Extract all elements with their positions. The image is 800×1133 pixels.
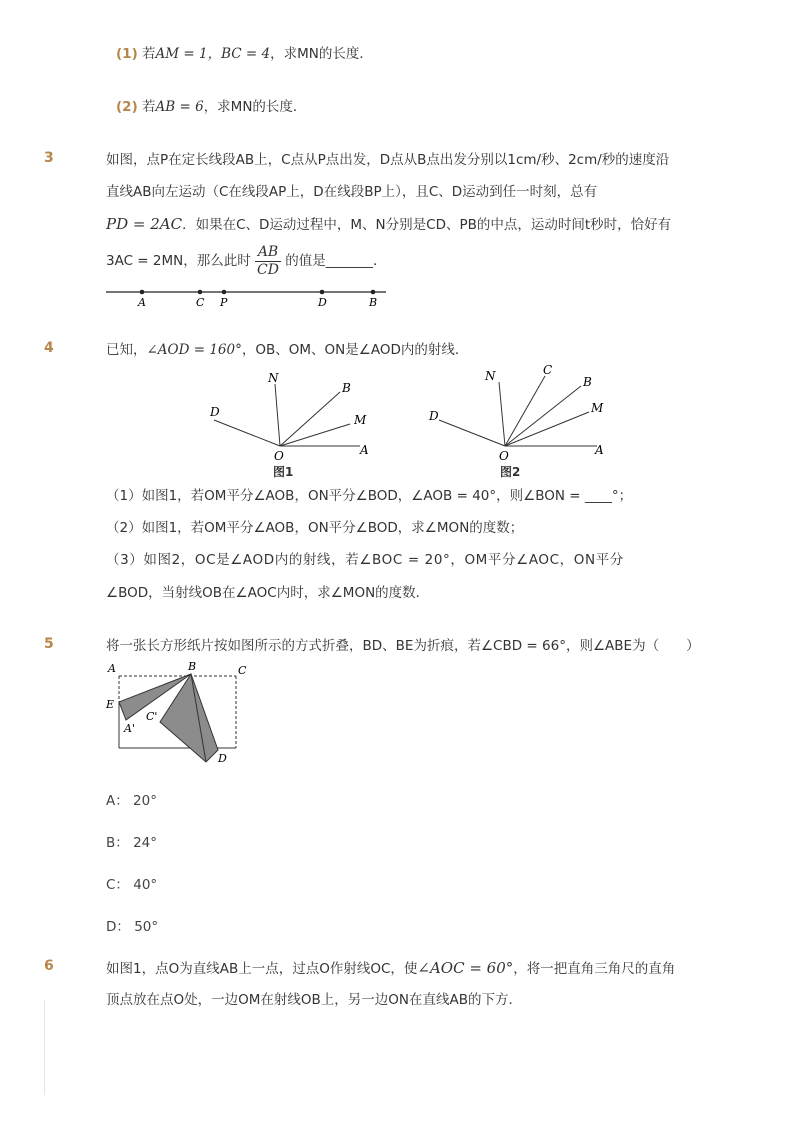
fig1-label-n: N [268,371,279,385]
label-d: D [318,296,327,309]
left-margin-rule [44,1000,45,1095]
option-a-key: A： [106,793,129,809]
point-b [371,290,376,295]
point-c [198,290,203,295]
q4-figure-1 [200,362,390,482]
q4-line1 [106,340,468,360]
q2-part2-tag: (2) [116,99,138,115]
q6-line1-math: ∠AOC = 60° [417,959,514,977]
fold-label-e: E [106,698,115,711]
fig1-label-d: D [210,405,220,419]
question-number-6: 6 [44,958,54,974]
option-b-value: 24° [133,835,157,851]
label-a: A [138,296,146,309]
q2-part1 [116,44,373,64]
q3-line2: 直线AB向左运动（C在线段AP上，D在线段BP上），且C、D运动到任一时刻，总有 [106,184,598,200]
option-a-value: 20° [133,793,157,809]
fold-label-b: B [188,660,197,673]
q4-line1-pre: 已知， [106,342,147,358]
q6-line1-pre: 如图1，点O为直线AB上一点，过点O作射线OC，使 [106,961,418,977]
q2-part1-pre: 若 [142,46,156,62]
fig2-label-b: B [583,375,592,389]
fig1-label-o: O [274,449,284,463]
q4-line1-post: ，OB、OM、ON是∠AOD内的射线． [241,342,469,358]
q2-part2-math: AB = 6 [155,99,204,115]
label-p: P [220,296,228,309]
q2-part2-post: ，求MN的长度． [203,99,307,115]
question-number-3: 3 [44,150,54,166]
fold-label-a: A [108,662,116,675]
label-c: C [196,296,205,309]
q6-line2: 顶点放在点O处，一边OM在射线OB上，另一边ON在直线AB的下方． [106,992,523,1008]
fig2-label-c: C [543,363,553,377]
option-d-value: 50° [134,919,159,935]
q4-part1: （1）如图1，若OM平分∠AOB，ON平分∠BOD，∠AOB = 40°，则∠BON = ____°； [106,488,633,504]
point-d [320,290,325,295]
q3-line3-math: PD = 2AC [106,215,183,233]
fig2-label-o: O [499,449,509,463]
fig2-label-a: A [595,443,604,457]
q2-part1-tag: (1) [116,46,138,62]
q3-line4 [106,242,387,280]
option-c-key: C： [106,877,129,893]
q4-part2: （2）如图1，若OM平分∠AOB，ON平分∠BOD，求∠MON的度数； [106,520,524,536]
q6-line1-post: ，将一把直角三角尺的直角 [513,961,676,977]
fold-label-a-prime: A' [124,722,135,735]
fig1-label-b: B [342,381,351,395]
point-a [140,290,145,295]
q3-line4-pre: 3AC = 2MN，那么此时 [106,253,251,269]
q4-line1-math: ∠AOD = 160° [146,342,242,358]
option-b[interactable] [106,831,157,851]
q2-part1-post: ，求MN的长度． [270,46,373,62]
q3-line4-post: 的值是_______． [285,253,387,269]
q2-part2-pre: 若 [142,99,156,115]
q6-line1 [106,958,675,979]
fig2-label-d: D [429,409,439,423]
q4-figure-2-caption: 图2 [500,465,521,479]
question-number-4: 4 [44,340,54,356]
option-d[interactable] [106,915,158,935]
q3-line1: 如图，点P在定长线段AB上，C点从P点出发，D点从B点出发分别以1cm/秒、2cm/秒的速度沿 [106,152,670,168]
option-d-key: D： [106,919,130,935]
q4-figure-2 [425,362,625,482]
q4-figure-1-caption: 图1 [273,465,294,479]
q3-line3 [106,214,671,235]
q3-fraction [255,244,281,279]
q4-part3-line1: （3）如图2，OC是∠AOD内的射线，若∠BOC = 20°，OM平分∠AOC，ON平分 [106,552,624,568]
label-b: B [369,296,378,309]
question-number-5: 5 [44,636,54,652]
fig1-label-m: M [354,413,367,427]
fold-label-c-prime: C' [146,710,158,723]
q3-fraction-denominator: CD [257,261,279,278]
option-b-key: B： [106,835,129,851]
fig1-label-a: A [360,443,369,457]
option-a[interactable] [106,789,157,809]
q5-folding-figure [100,656,260,768]
fold-label-d: D [218,752,227,765]
point-p [222,290,227,295]
q3-line3-text: ．如果在C、D运动过程中，M、N分别是CD、PB的中点，运动时间t秒时，恰好有 [182,217,672,233]
q2-part2 [116,97,306,117]
q3-line-figure [100,282,400,310]
fig2-label-n: N [485,369,496,383]
q5-stem: 将一张长方形纸片按如图所示的方式折叠，BD、BE为折痕，若∠CBD = 66°，则∠ABE为（ ） [106,638,700,654]
fold-label-c: C [238,664,247,677]
q2-part1-math: AM = 1，BC = 4 [155,46,271,62]
q3-fraction-numerator: AB [255,244,281,262]
q4-part3-line2: ∠BOD，当射线OB在∠AOC内时，求∠MON的度数． [106,585,430,601]
option-c-value: 40° [133,877,158,893]
option-c[interactable] [106,873,157,893]
fig2-label-m: M [591,401,604,415]
